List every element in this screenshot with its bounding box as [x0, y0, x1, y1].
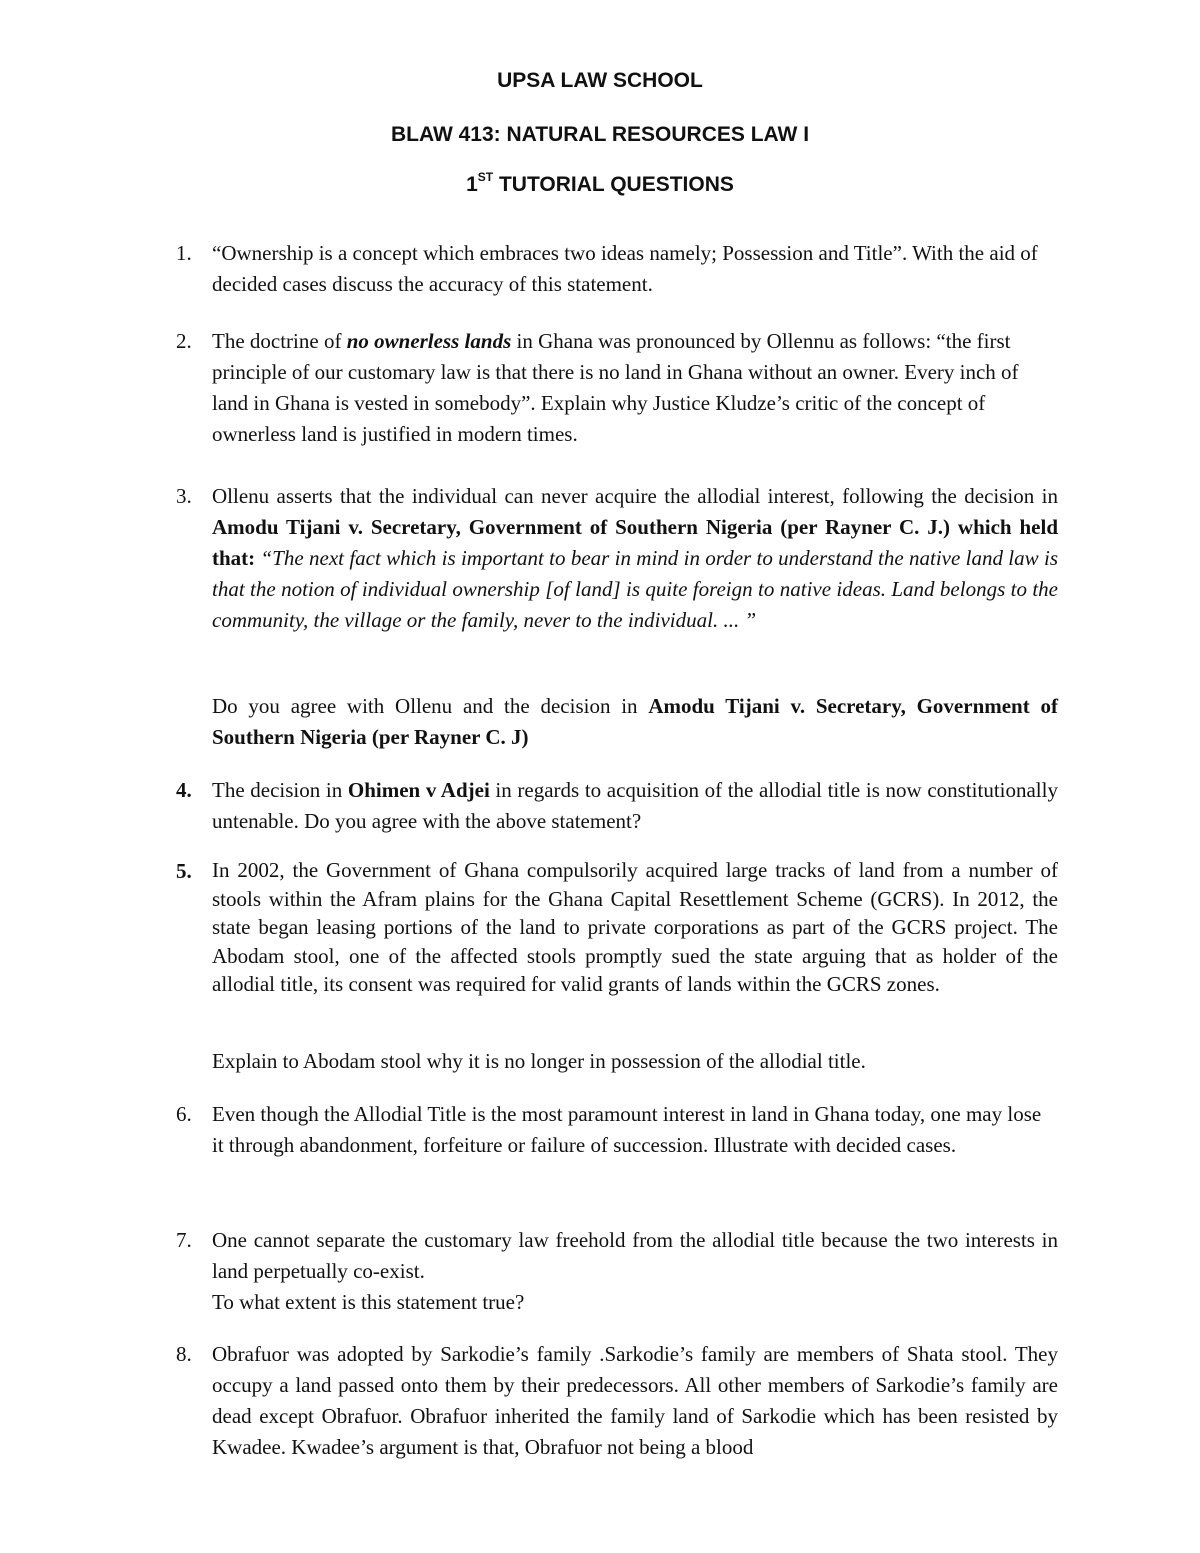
text-run: in Ghana was pronounced by Ollennu as follows: “the first principle of our customary law is that there is no land in Ghana without an owner. Every inch of land in Ghana is vested in somebody”. Explain why Justice Kludze’s critic of the concept of ownerless land is justified in modern times. — [212, 329, 1019, 446]
question-3 — [176, 481, 1058, 636]
text-run: in regards to acquisition of the allodial title is now constitutionally untenable. Do you agree with the above statement? — [212, 778, 1058, 833]
question-number: 5. — [176, 859, 192, 883]
emphasis-run: no ownerless lands — [346, 329, 512, 353]
question-7-followup: To what extent is this statement true? — [212, 1290, 525, 1314]
question-4 — [176, 775, 1058, 837]
question-number: 8. — [176, 1342, 192, 1366]
question-text: Obrafuor was adopted by Sarkodie’s family .Sarkodie’s family are members of Shata stool. They occupy a land passed onto them by their predecessors. All other members of Sarkodie’s family are dead except Obrafuor. Obrafuor inherited the family land of Sarkodie which has been resisted by Kwadee. Kwadee’s argument is that, Obrafuor not being a blood — [212, 1342, 1058, 1459]
course-title: BLAW 413: NATURAL RESOURCES LAW I — [390, 123, 810, 146]
question-number: 6. — [176, 1102, 192, 1126]
question-8 — [176, 1339, 1058, 1463]
text-run: Ollenu asserts that the individual can never acquire the allodial interest, following the decision in — [212, 484, 1058, 508]
question-3-followup — [212, 691, 1058, 753]
case-citation: Amodu Tijani v. Secretary, Government of Southern Nigeria (per Rayner C. J.) which held that: — [212, 515, 1058, 570]
question-5 — [176, 856, 1058, 999]
text-run: Do you agree with Ollenu and the decision in — [212, 694, 649, 718]
question-7 — [176, 1225, 1058, 1287]
text-run: The decision in — [212, 778, 348, 802]
question-6 — [176, 1099, 1058, 1161]
question-text: Even though the Allodial Title is the most paramount interest in land in Ghana today, one may lose it through abandonment, forfeiture or failure of succession. Illustrate with decided cases. — [212, 1102, 1042, 1157]
tutorial-label: TUTORIAL QUESTIONS — [493, 173, 734, 196]
question-text: In 2002, the Government of Ghana compulsorily acquired large tracks of land from a number of stools within the Afram plains for the Ghana Capital Resettlement Scheme (GCRS). In 2012, the state began leasing portions of the land to private corporations as part of the GCRS project. The Abodam stool, one of the affected stools promptly sued the state arguing that as holder of the allodial title, its consent was required for valid grants of lands within the GCRS zones. — [212, 858, 1058, 997]
quotation: “The next fact which is important to bear in mind in order to understand the native land law is that the notion of individual ownership [of land] is quite foreign to native ideas. Land belongs to the community, the village or the family, never to the individual. ... ” — [212, 546, 1058, 632]
tutorial-ordinal: ST — [477, 170, 494, 184]
question-text — [212, 326, 1058, 450]
question-number: 1. — [176, 241, 192, 265]
question-text — [212, 775, 1058, 837]
question-text — [212, 481, 1058, 636]
tutorial-number: 1 — [466, 173, 478, 196]
question-5-followup: Explain to Abodam stool why it is no longer in possession of the allodial title. — [212, 1049, 866, 1073]
question-2 — [176, 326, 1058, 450]
case-citation: Amodu Tijani v. Secretary, Government of Southern Nigeria (per Rayner C. J) — [212, 694, 1058, 749]
school-title: UPSA LAW SCHOOL — [497, 69, 703, 92]
tutorial-title — [0, 172, 1200, 197]
text-run: The doctrine of — [212, 329, 347, 353]
question-number: 4. — [176, 778, 192, 802]
question-text: “Ownership is a concept which embraces two ideas namely; Possession and Title”. With the aid of decided cases discuss the accuracy of this statement. — [212, 241, 1038, 296]
question-text: One cannot separate the customary law freehold from the allodial title because the two interests in land perpetually co-exist. — [212, 1228, 1058, 1283]
question-number: 3. — [176, 484, 192, 508]
question-1 — [176, 238, 1058, 300]
case-citation: Ohimen v Adjei — [347, 778, 490, 802]
question-number: 7. — [176, 1228, 192, 1252]
question-number: 2. — [176, 329, 192, 353]
